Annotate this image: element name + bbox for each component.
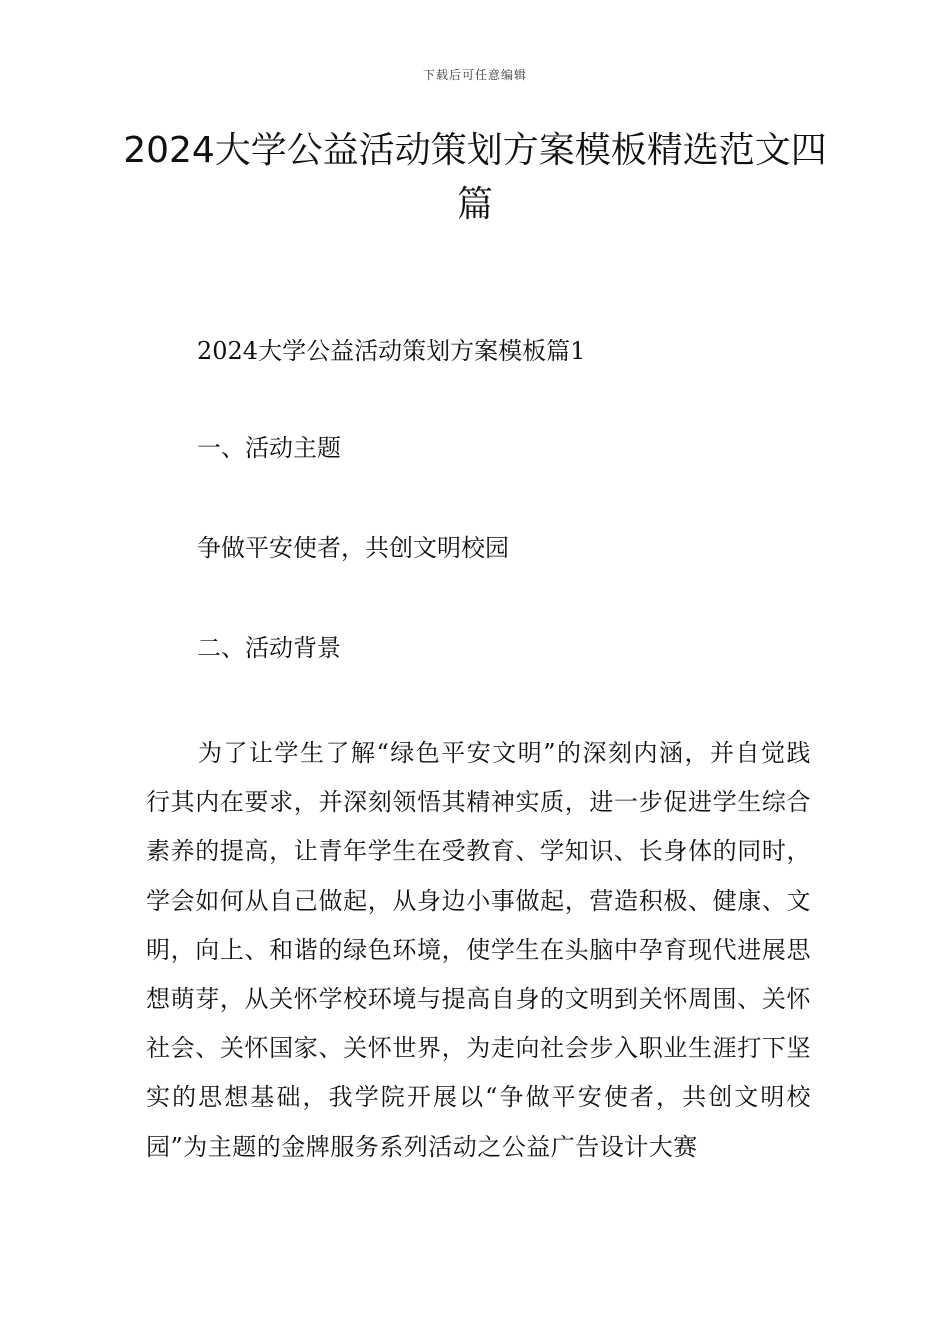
item1-text: 争做平安使者，共创文明校园	[197, 534, 509, 562]
header-note: 下载后可任意编辑	[422, 68, 527, 82]
item1-heading: 一、活动主题	[197, 434, 341, 462]
section-heading: 2024大学公益活动策划方案模板篇1	[197, 337, 586, 365]
item2-paragraph: 为了让学生了解“绿色平安文明”的深刻内涵，并自觉践行其内在要求，并深刻领悟其精神实质，进一步促进学生综合素养的提高，让青年学生在受教育、学知识、长身体的同时，学会如何从自己做起，从身边小事做起，营造积极、健康、文明，向上、和谐的绿色环境，使学生在头脑中孕育现代进展思想萌芽，从关怀学校环境与提高自身的文明到关怀周围、关怀社会、关怀国家、关怀世界，为走向社会步入职业生涯打下坚实的思想基础，我学院开展以“争做平安使者，共创文明校园”为主题的金牌服务系列活动之公益广告设计大赛	[146, 739, 811, 1161]
document-title: 2024大学公益活动策划方案模板精选范文四篇	[123, 130, 827, 225]
item2-heading: 二、活动背景	[197, 634, 341, 662]
